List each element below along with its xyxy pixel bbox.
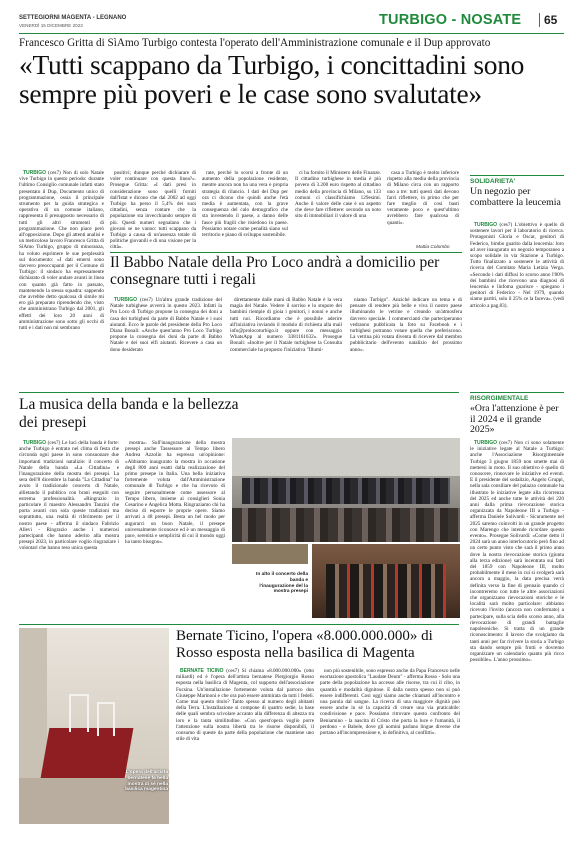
chair-shape-1 — [69, 694, 89, 732]
top-text-3: rate, perché lo scorsi a fronte di un aumento della popolazione residente, mentre ancora non ha una vera e propria strategia di rilancio. I dati del Dup per ora ci dicono che quindi anche l'età media è aumentata, con la grave conseguenza del calo demografico che sta investendo il paese, a danno delle fasce più fragili che risiedono in paese. Possiamo notare come penalità siano sul territorio e piano di sviluppo sostenibile. — [202, 170, 288, 239]
banda-col-1 — [19, 440, 119, 600]
babbo-text-1: Un'altra grande tradizione del Natale turbighese avverrà in questo 2023. Infatti la Pro Loco di Turbigo propone la consegna dei doni a casa dei turbighesi da parte di Babbo Natale e i suoi aiutanti. Ecco le parole del presidente della Pro Loco Diana Bonali: «Anche quest'anno Pro Loco Turbigo propone la consegna dei doni da parte di Babbo Natale e dei suoi elfi aiutanti. Ricevere a casa un dono desiderato — [110, 297, 223, 353]
banda-city: TURBIGO — [23, 440, 47, 446]
bernate-headline: Bernate Ticino, l'opera «8.000.000.000» di Rosso esposta nella basilica di Magenta — [176, 628, 433, 661]
bernate-date: (ces7) — [226, 668, 239, 674]
chair-shape-2 — [97, 702, 115, 736]
solidarieta-text: L'obiettivo è quello di sostenere lavori per il laboratorio di ricerca. Protagonisti Gloria e Oscar, genitori di Federico, bimbo guarito dalla leucemia: loro ad aver inaugurato un negozio temporaneo a scopo solidale in via Stazione a Turbigo. Tutto finalizzato a sostenere le attività di ricerca del Comitato Maria Letizia Verga. «Secondo i dati diffusi lo scorso anno l'80% dei bambini che ricevono una diagnosi di leucemia e linfoma guarisce - spiegano i genitori di Federico - Nel 1979, quando siamo partiti, solo il 25% ce la faceva». (vedi articolo a pag.83). — [470, 222, 565, 309]
solidarieta-city: TURBIGO — [474, 222, 498, 228]
top-col-4 — [295, 170, 381, 242]
solidarieta-headline: Un negozio per combattere la leucemia — [470, 186, 561, 208]
babbo-col-1 — [110, 297, 222, 389]
solidarieta-body — [470, 222, 564, 392]
stage-wall-shape — [232, 438, 460, 476]
banda-text-2: mostra». Sull'inaugurazione della mostra presepi anche Tassessore al Tempo libero Andrea Azzolin ha espresso un'opinione: «Abbiamo inaugurato la mostra in occasione degli 800 anni esatti dalla realizzazione del primo presepe in Italia. Una bella iniziativa fortemente voluta dall'Amministrazione comunale di Turbigo e che ha ricevuto di seguire personalmente come assessore al Tempo libero, insieme ai consiglieri Sonia Cesarino e Angelica Motta. Ringraziamo chi ha deciso di esporre le proprie opere. Siamo arrivati a 48 presepi. Besta un bel modo per augurarci un buon Natale, il presepe universalmente riconosce ed è un messaggio di pace, serenità e semplicità di cui il mondo oggi ha tanto bisogno». — [125, 440, 225, 546]
solidarieta-date: (ces7) — [499, 222, 513, 228]
risorgimentale-text: Non ci sono solamente le iniziative legate al Natale a Turbigo: anche l'Associazione Risorgimentale Turbigo 3 giugno 1859 non smette mai di mettersi in moto. Il suo obiettivo è quello di conoscere, rinnovare le iniziative ed eventi. E il presidente del sodalizio, Angelo Gruppi, nella sala consiliare del palazzo comunale ha illustrato le iniziative legate alla ricorrenza del 2025 ed anche tutte le attività del 220 anni dalla prima rievocazione storica organizzata da Napoleone III a Turbigo - afferma Daniele Solivardi - Sicuramente nel 2025 saremo coinvolti in un grande progetto con Marengo che intende ricordare questo evento». Prosegue Solivardi: «Come detto il 2024 sarà un anno interlocutorio però fino ad un certo punto visto che sarà il primo anno dove la nostra rievocazione storica (giunta alla terza edizione) sarà incentrata sui fatti del 1859 con Napoleone III, molto probabilmente il mese in cui si svolgerà sarà ancora a maggio, la data precisa verrà definita verso la fine di gennaio quando ci incontreremo con tutte le altre associazioni che organizzano rievocazioni storiche e le località sarà molto particolare: abbiamo ricevuto l'invito (ancora non confermato) a partecipare, sulla scia dello scorso anno, alla rievocazione di grandi battaglie napoleoniche. Si tratta di un grande riconoscimento: il lavoro che svolgiamo da tanti anni per far rivivere la storia a Turbigo sta dando sempre più frutti e dovremo organizzare un calendario quanto più ricco possibile». L'anno prossimo». — [470, 440, 565, 664]
presepi-detail-photo — [232, 544, 308, 564]
people-group-shape — [326, 564, 446, 618]
banda-headline: La musica della banda e la bellezza dei presepi — [19, 396, 239, 431]
column-shape — [19, 628, 47, 778]
audience-shape — [232, 508, 460, 542]
top-headline: «Tutti scappano da Turbigo, i concittadini sono sempre più poveri e le case sono svalutate» — [19, 49, 525, 109]
bernate-installation-photo — [19, 628, 169, 824]
bernate-col-1 — [176, 668, 314, 824]
banda-caption: In alto il concerto della banda e l'inaugurazione del la mostra presepi — [256, 572, 308, 595]
bernate-caption: L'opera dell'artista bernatese fa bella mostra di sé nella basilica magentina — [125, 770, 168, 793]
top-col-2 — [110, 170, 196, 251]
masthead-rule — [19, 33, 564, 34]
bernate-text-1: Si chiama «8.000.000.000» (otto miliardi) ed è l'opera dell'artista bernatese Piergiorgio Rosso esposta nella basilica di Magenta, col supporto dell'associazione Fucsina. Un'installazione fortemente voluta dal parroco don Giuseppe Marinoni e che ora può essere ammirata da tutti i fedeli. Come mai questo titolo? Tanto spesso al numero degli abitanti della Terra. L'installazione si compone di quattro sedie, la base delle quali sembra scivolare accanto alla differenza di altezza tra loro e la tanta similitudine. «Con quest'opera voglio porre l'attenzione sulla nostra libertà tra le risorse disponibili, il consumo di queste da parte della popolazione che mantiene uno stile di vita — [176, 668, 315, 743]
babbo-headline: Il Babbo Natale della Pro Loco andrà a domicilio per consegnare tutti i regali — [110, 254, 440, 288]
risorgimentale-rule — [470, 392, 564, 393]
top-date: (ces7) — [48, 170, 61, 176]
top-text-2: positivi; dunque perché dichiarare di voler continuare con questa linea?». Prosegue Gritta: «I dati presi in considerazione sono quelli forniti dall'Istat e dicono che dal 2002 ad oggi Turbigo ha perso il 5,4% dei suoi cittadini, senza contare che la popolazione sta invecchiando sempre di più. Questi numeri segnalano che i giovani se ne vanno: tutti scappano da Turbigo a causa di un'assenza totale di politiche giovanili e di una visione per la città». — [110, 170, 196, 251]
presepi-photo — [312, 544, 460, 618]
top-col-1 — [19, 170, 104, 388]
babbo-col-3 — [350, 297, 462, 389]
top-text-5: casa a Turbigo è molto inferiore rispetto alla media della provincia di Milano circa con un rapporto uno a tre: tutti questi dati devono farci riflettere, in primo che per fare meglio di così basti veramente poco e quest'ultimo avrebbero fare qualcosa di quanti». — [387, 170, 459, 226]
risorgimentale-headline: «Ora l'attenzione è per il 2024 e il grande 2025» — [470, 403, 559, 435]
banda-col-2 — [125, 440, 225, 600]
babbo-text-3: niamo Turbigo". Anziché indicare un tema e di pensare di rendere più belle e viva il nostro paese illuminando le vetrine e creando un'atmosfera davvero speciale. I commercianti che parteciperanno vedranno pubblicata la foto su Facebook e i turbighesi potranno votare quella che preferiscono. La vetrina più votata diventa di ricevere dal membro pubblicitario dell'evento natalizio del prossimo anno». — [350, 297, 462, 353]
solidarieta-rule — [470, 175, 564, 176]
risorgimentale-label: RISORGIMENTALE — [470, 395, 529, 402]
babbo-city: TURBIGO — [114, 297, 138, 303]
banda-rule — [19, 392, 459, 393]
top-city: TURBIGO — [23, 170, 47, 176]
bernate-rule — [19, 624, 459, 625]
bernate-city: BERNATE TICINO — [180, 668, 224, 674]
top-text-1: Non di solo Natale vive Turbigo in questo periodo: durante l'ultimo Consiglio comunale infatti stato presentato il Dup, Documento unico di programmazione, ossia il principale strumento per la guida strategica e operativa di un comune italiano, rappresenta il presupposto necessario di tutti gli altri strumenti di programmazione. Che non piace però all'opposizione. Dopo gli attenti analisi e un meticoloso lavoro Francesco Gritta di SìAmo Turbigo, gruppo di minoranza, ha voluto esprimere le sue perplessità sul documento: «I dati emersi sono davvero preoccupanti per il Comune di Turbigo: il sindaco ha espressamente dichiarato di voler andare avanti in linea con quanto già fatto in passato, mantenendo la stessa squadra: sappendo che avrebbe detto qualcosa di simile mi ero già preparato riprendendo che, visto che amministrano Turbigo dal 2001, gli effetti dei loro 20 anni di amministrazione sono sotto gli occhi di tutti e i dati non mi sembrano — [19, 170, 105, 332]
top-col-5 — [387, 170, 459, 242]
babbo-text-2: direttamente dalle mani di Babbo Natale è la vera magia del Natale. Vedere il sorriso e lo stupore dei bambini riempie di gioia i genitori, i nonni e anche tutti noi. Ricordiamo che è possibile aderire all'iniziativa inviando il modulo di richiesta alla mail info@prolocoturbigo.it oppure con messaggio WhatsApp al numero 3381161632». Prosegue Bonali: «Inoltre per il Natale turbighese la Consulta commerciale ha proposto l'iniziativa "Illumi- — [230, 297, 342, 353]
bernate-text-2: non più sostenibile, sono espresso anche da Papa Francesco nelle esortazione apostolica "Laudate Deum" - afferma Rosso - Solo una parte della popolazione ha accesso alle risorse, tra cui il cibo, in quantità e modalità dignitose. E dalla nostra spesso non si può essere indifferenti. Così oggi siamo anche chiamati all'incontro e una parola dal sangue. La ricerca di una maggiore dignità può essere anche in sé la capacità di creare una via praticabile: condivisione e pace. Possiamo ritrovare questo confronto del Beniamino - la nascita di Cristo che porta la luce e l'umanità, il perdono - e Babele, dove gli uomini parlano lingue diverse che portano all'incomprensione e, in definitiva, al conflitti». — [320, 668, 460, 737]
banda-text-1: Le luci della banda è forte: anche Turbigo è entrato nel clima di festa che circonda ogni paese in sono consuonare due importanti tradizioni natalizie: il concerto di Natale della banda «La Cittadina» e l'inaugurazione della mostra dei presepi. La sera dell'8 dicembre la banda "La Cittadina" ha avuto il tradizionale concerto di Natale, allietando il pubblico con brani eseguiti con estrema professionalità. «Ringrazio in particolare il maestro Alessandro Tanzini che porta avanti con sola queste tradizioni ma soprattutto, una realtà di riferimento per il nostro paese - afferma il sindaco Fabrizio Allevi - Ringrazio anche i numerosi partecipanti che hanno aderito alla mostra presepi 2023, in particolare voglio ringraziare i volontari che hanno reso unica questa — [19, 440, 120, 552]
risorgimentale-body — [470, 440, 564, 820]
risorgimentale-date: (ces7) — [499, 440, 512, 446]
musicians-row-shape — [242, 478, 450, 504]
bernate-col-2 — [320, 668, 460, 824]
top-kicker: Francesco Gritta di SìAmo Turbigo contesta l'operato dell'Amministrazione comunale e il Dup approvato — [19, 37, 491, 49]
top-col-3 — [202, 170, 288, 242]
babbo-col-2 — [230, 297, 342, 389]
risorgimentale-city: TURBIGO — [474, 440, 498, 446]
issue-date: VENERDÌ 15 DICEMBRE 2023 — [19, 23, 83, 28]
babbo-date: (ces7) — [139, 297, 153, 303]
top-text-4: ci ha fornito il Ministero delle Finanze. Il cittadino turbighese in media è più povero di 3.200 euro rispetto al cittadino medio della provincia di Milano, su 133 comuni ci classifichiamo 129esimi. Anche il valore delle case è un aspetto che deve fare riflettere: secondo un noto sito di immobiliari il valore di una — [295, 170, 381, 220]
page-number: 65 — [539, 13, 557, 27]
top-signature: Mattia Colombo — [416, 245, 450, 250]
section-title: TURBIGO - NOSATE — [379, 12, 522, 28]
banda-date: (ces7) — [47, 440, 61, 446]
solidarieta-label: SOLIDARIETA' — [470, 178, 516, 185]
paper-name: SETTEGIORNI MAGENTA - LEGNANO — [19, 15, 127, 21]
babbo-rule — [110, 252, 462, 253]
banda-concert-photo — [232, 438, 460, 542]
